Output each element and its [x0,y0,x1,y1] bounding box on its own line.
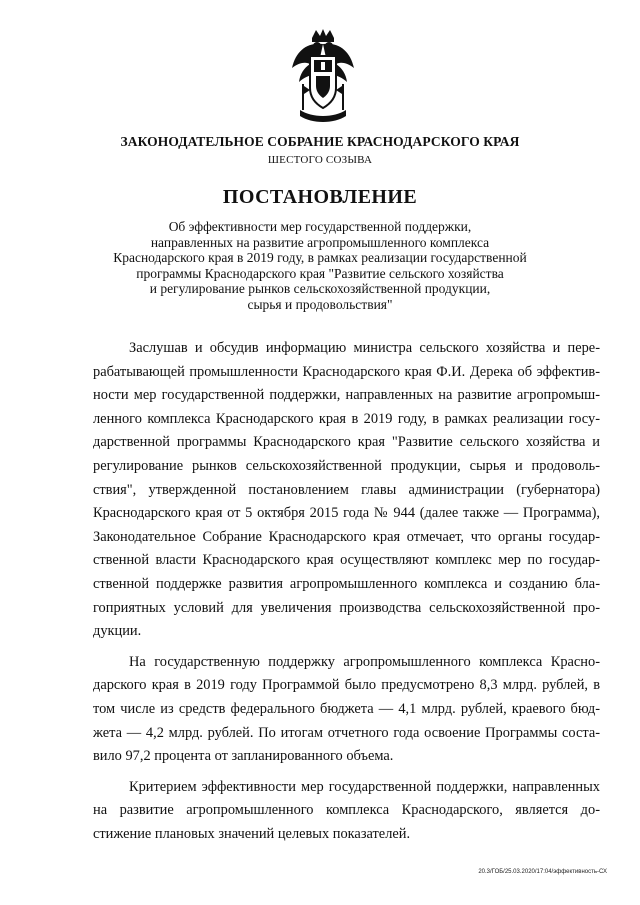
title-line: сырья и продовольствия" [247,296,393,312]
title-line: и регулирование рынков сельскохозяйственной продукции, [149,281,491,297]
document-type: ПОСТАНОВЛЕНИЕ [222,186,418,208]
body-paragraph: Критерием эффективности мер государственной поддержки, направленных на развитие агропромышленного комплекса Краснодарского, является достижение плановых значений целевых показателей. [93,778,600,842]
body-paragraph: Заслушав и обсудив информацию министра сельского хозяйства и перерабатывающей промышленности Краснодарского края Ф.И. Дерека об эффективности мер государственной поддержки, направленных на развитие агропромышленного комплекса Краснодарского края в 2019 году, в рамках реализации государственной программы Краснодарского края "Развитие сельского хозяйства и регулирование рынков сельскохозяйственной продукции, сырья и продовольствия", утвержденной постановлением главы администрации (губернатора) Краснодарского края от 5 октября 2015 года № 944 (далее также — Программа), Законодательное Собрание Краснодарского края отмечает, что органы государственной власти Краснодарского края осуществляют комплекс мер по государственной поддержке развития агропромышленного комплекса и созданию благоприятных условий для увеличения производства сельскохозяйственной продукции. [93,340,600,640]
title-line: Краснодарского края в 2019 году, в рамках реализации государственной [113,250,527,266]
title-line: направленных на развитие агропромышленного комплекса [150,234,490,250]
document-title [100,219,540,313]
coat-of-arms-emblem [290,28,356,124]
convocation-label: ШЕСТОГО СОЗЫВА [267,154,373,166]
document-body [93,337,600,853]
body-paragraph: На государственную поддержку агропромышленного комплекса Краснодарского края в 2019 году Программой было предусмотрено 8,3 млрд. рублей, в том числе из средств федерального бюджета — 4,1 млрд. рублей, краевого бюджета — 4,2 млрд. рублей. По итогам отчетного года освоение Программы составило 97,2 процента от запланированного объема. [93,653,600,765]
title-line: программы Краснодарского края "Развитие сельского хозяйства [136,265,504,281]
document-code-footer: 20.3/ГОБ/25.03.2020/17:04/эффективность-СХ [478,869,607,875]
organization-name: ЗАКОНОДАТЕЛЬНОЕ СОБРАНИЕ КРАСНОДАРСКОГО КРАЯ [120,134,520,149]
title-line: Об эффективности мер государственной поддержки, [168,219,472,234]
